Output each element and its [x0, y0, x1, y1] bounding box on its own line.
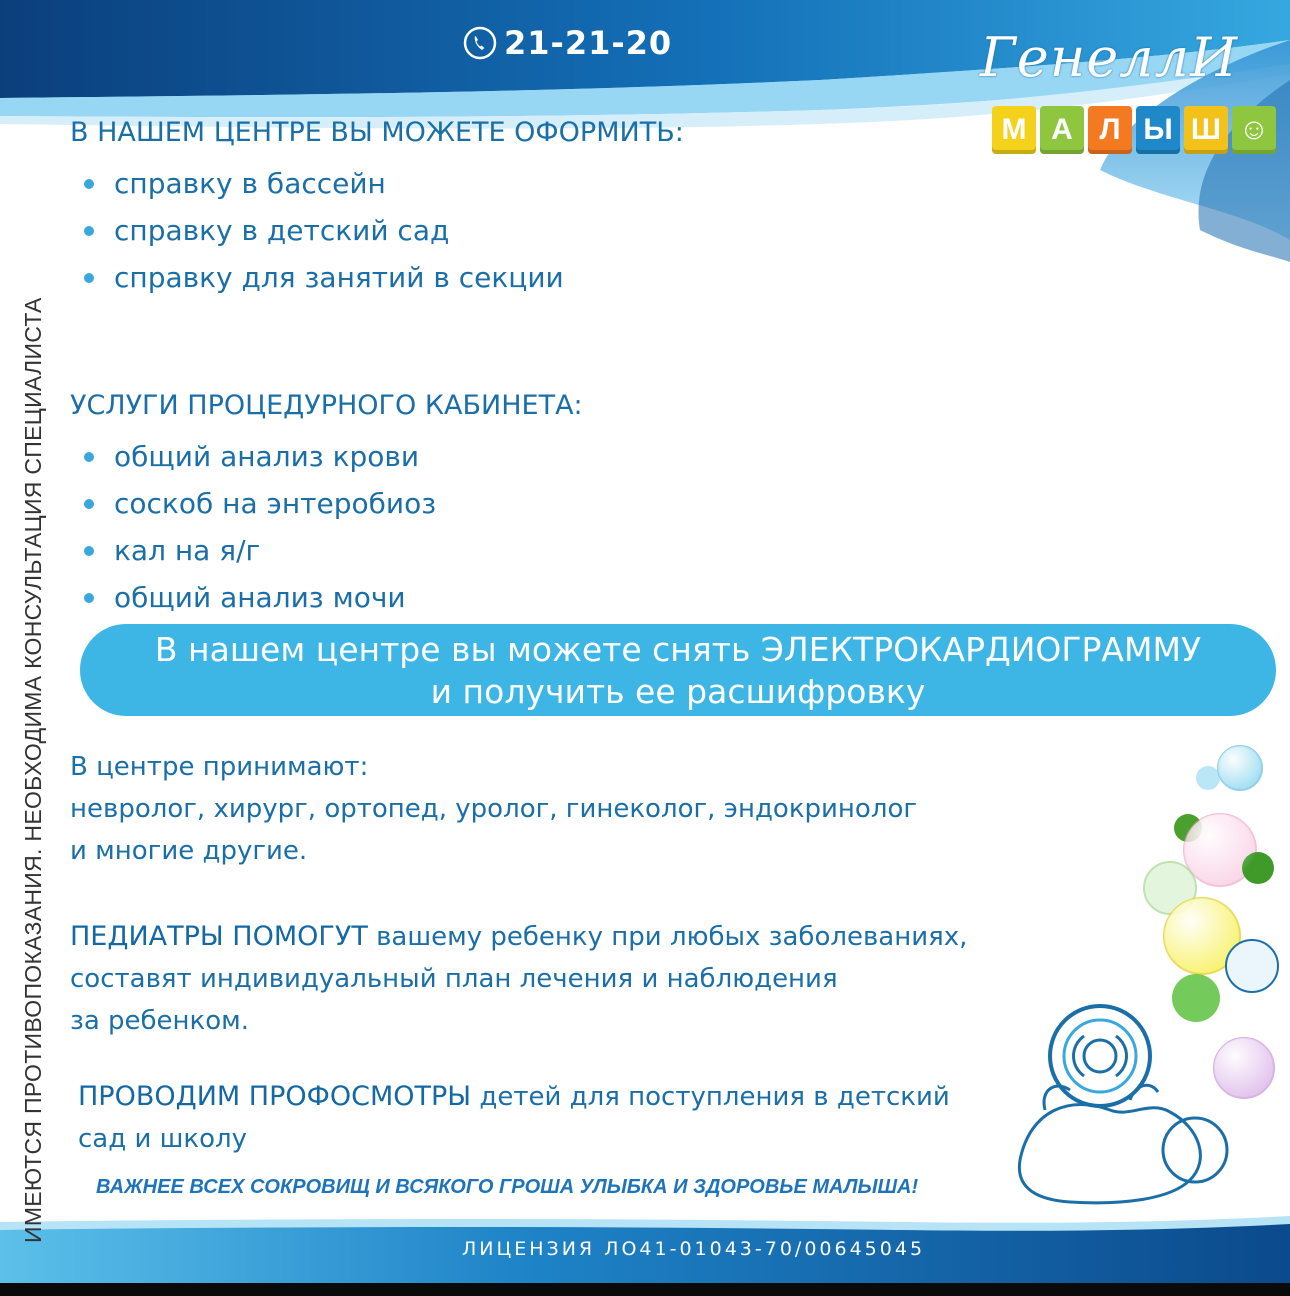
- pediatrics-line2: составят индивидуальный план лечения и наблюдения: [70, 964, 838, 994]
- section2-title: УСЛУГИ ПРОЦЕДУРНОГО КАБИНЕТА:: [70, 390, 583, 421]
- slogan: ВАЖНЕЕ ВСЕХ СОКРОВИЩ И ВСЯКОГО ГРОША УЛЫБКА И ЗДОРОВЬЕ МАЛЫША!: [96, 1176, 919, 1198]
- checkups-line2: сад и школу: [78, 1124, 248, 1154]
- bubble-icon: [1196, 766, 1220, 790]
- ecg-banner: [80, 624, 1276, 716]
- license-text: ЛИЦЕНЗИЯ ЛО41-01043-70/00645045: [462, 1238, 926, 1260]
- bubble-icon: [1172, 974, 1220, 1022]
- list-item: кал на я/г: [82, 527, 436, 574]
- pediatrics-line1: вашему ребенку при любых заболеваниях,: [367, 922, 968, 952]
- pediatrics-line3: за ребенком.: [70, 1006, 250, 1036]
- list-item: соскоб на энтеробиоз: [82, 480, 436, 527]
- phone-number: 21-21-20: [504, 24, 673, 62]
- list-item: справку в детский сад: [82, 207, 564, 254]
- logo-block: ☺: [1232, 106, 1276, 154]
- checkups-line1: детей для поступления в детский: [471, 1082, 950, 1112]
- logo-blocks: [992, 106, 1276, 154]
- side-disclaimer: ИМЕЮТСЯ ПРОТИВОПОКАЗАНИЯ. НЕОБХОДИМА КОНСУЛЬТАЦИЯ СПЕЦИАЛИСТА: [20, 297, 46, 1243]
- specialists-more: и многие другие.: [70, 836, 308, 866]
- checkups-lead: ПРОВОДИМ ПРОФОСМОТРЫ: [78, 1081, 472, 1112]
- logo-block: Ы: [1136, 106, 1180, 154]
- pediatrics-block: [70, 916, 967, 1042]
- section1-list: [82, 160, 564, 301]
- specialists-heading: В центре принимают:: [70, 752, 369, 782]
- bubbles-baby-illustration: [1000, 740, 1290, 1230]
- brand-logo: [970, 26, 1270, 186]
- list-item: справку для занятий в секции: [82, 254, 564, 301]
- pediatrics-lead: ПЕДИАТРЫ ПОМОГУТ: [70, 921, 368, 952]
- specialists-list: невролог, хирург, ортопед, уролог, гинеколог, эндокринолог: [70, 794, 918, 824]
- ecg-line1: В нашем центре вы можете снять ЭЛЕКТРОКАРДИОГРАММУ: [154, 630, 1202, 669]
- logo-script-name: ГенеллИ: [980, 26, 1239, 89]
- header-phone[interactable]: [462, 20, 672, 66]
- list-item: общий анализ крови: [82, 433, 436, 480]
- logo-block: М: [992, 106, 1036, 154]
- specialists-block: [70, 746, 917, 872]
- section2-list: [82, 433, 436, 621]
- section1-title: В НАШЕМ ЦЕНТРЕ ВЫ МОЖЕТЕ ОФОРМИТЬ:: [70, 117, 684, 148]
- logo-block: Л: [1088, 106, 1132, 154]
- logo-block: Ш: [1184, 106, 1228, 154]
- list-item: общий анализ мочи: [82, 574, 436, 621]
- phone-handset-icon: [462, 25, 498, 61]
- logo-block: А: [1040, 106, 1084, 154]
- ecg-line2: и получить ее расшифровку: [430, 672, 926, 711]
- checkups-block: [78, 1076, 950, 1160]
- list-item: справку в бассейн: [82, 160, 564, 207]
- baby-icon: [1019, 1104, 1200, 1202]
